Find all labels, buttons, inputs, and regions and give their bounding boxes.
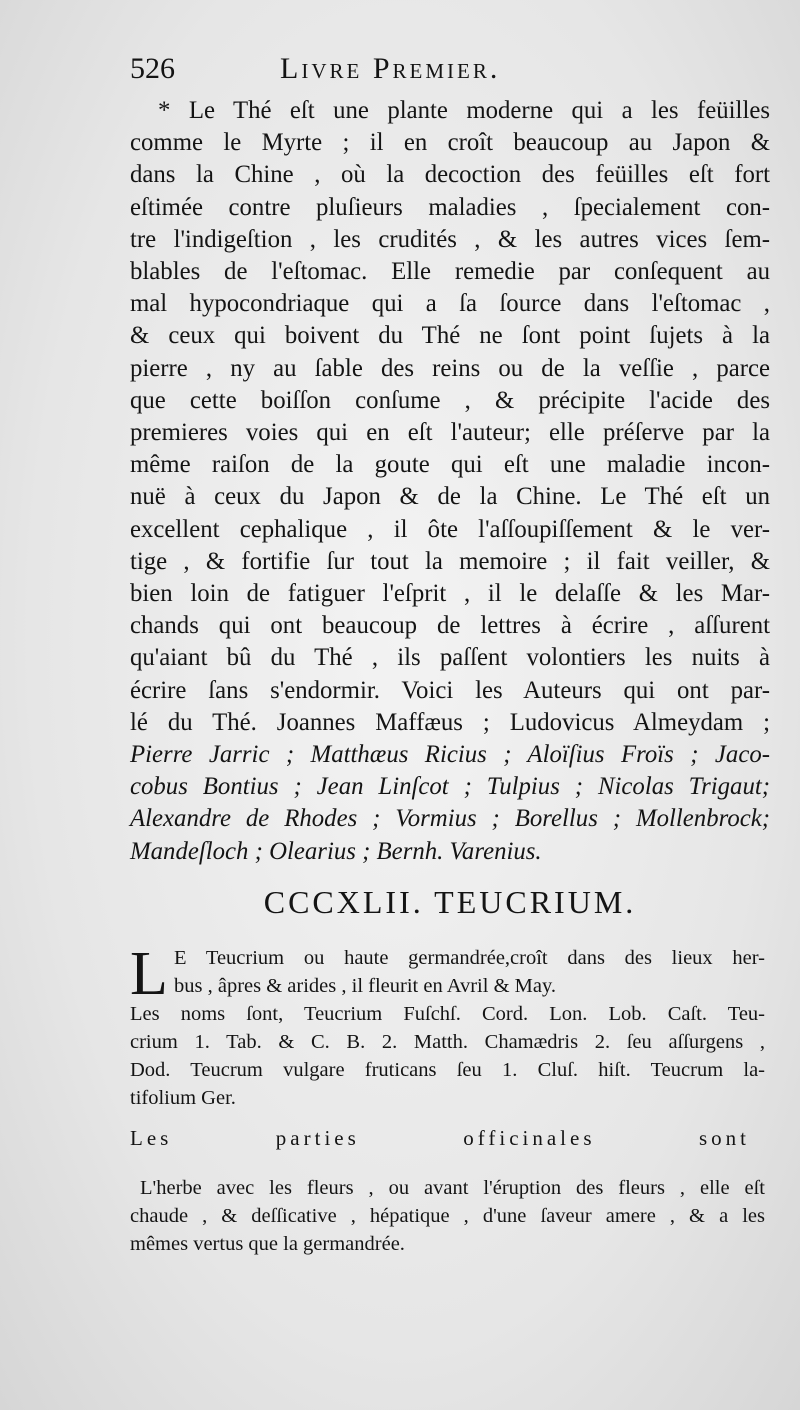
text-line: Les noms ſont, Teucrium Fuſchſ. Cord. Lon. Lob. Caſt. Teu- [130,1003,765,1025]
text-line: tifolium Ger. [130,1087,236,1109]
text-line: Dod. Teucrum vulgare fruticans ſeu 1. Cluſ. hiſt. Teucrum la- [130,1059,765,1081]
text-line: chands qui ont beaucoup de lettres à écrire , aſſurent [130,612,770,640]
page-header [130,52,760,96]
the-paragraph [130,95,770,868]
text-line: pierre , ny au ſable des reins ou de la veſſie , parce [130,354,770,382]
text-line: Alexandre de Rhodes ; Vormius ; Borellus ; Mollenbrock; [130,805,770,833]
text-line: L'herbe avec les fleurs , ou avant l'éruption des fleurs , elle eſt [140,1177,765,1199]
text-line: chaude , & deſſicative , hépatique , d'une ſaveur amere , & a les [130,1205,765,1227]
text-line: Mandeſloch ; Olearius ; Bernh. Varenius. [130,837,542,865]
text-line: comme le Myrte ; il en croît beaucoup au Japon & [130,129,770,157]
text-line: tre l'indigeſtion , les crudités , & les autres vices ſem- [130,225,770,253]
text-line: qu'aiant bû du Thé , ils paſſent volontiers les nuits à [130,644,770,672]
text-line: & ceux qui boivent du Thé ne ſont point ſujets à la [130,322,770,350]
parties-heading: Les parties officinales sont [130,1126,750,1150]
text-line: excellent cephalique , il ôte l'aſſoupiſſement & le ver- [130,515,770,543]
text-line: bien loin de fatiguer l'eſprit , il le delaſſe & les Mar- [130,580,770,608]
text-line: crium 1. Tab. & C. B. 2. Matth. Chamædris 2. ſeu aſſurgens , [130,1031,765,1053]
text-line: que cette boiſſon conſume , & précipite l'acide des [130,386,770,414]
herbe-paragraph [130,1174,765,1258]
text-line: tige , & fortifie ſur tout la memoire ; il fait veiller, & [130,547,770,575]
section-title: CCCXLII. TEUCRIUM. [263,884,637,920]
text-line: E Teucrium ou haute germandrée,croît dans des lieux her- [174,947,765,969]
text-line: bus , âpres & arides , il fleurit en Avril & May. [174,975,557,997]
text-line: lé du Thé. Joannes Maffæus ; Ludovicus Almeydam ; [130,708,770,736]
text-line: dans la Chine , où la decoction des feüilles eſt fort [130,161,770,189]
text-line: eſtimée contre pluſieurs maladies , ſpecialement con- [130,193,770,221]
teucrium-paragraph [130,940,765,1112]
text-line: mêmes vertus que la germandrée. [130,1233,405,1255]
text-line: écrire ſans s'endormir. Voici les Auteurs qui ont par- [130,676,770,704]
text-line: nuë à ceux du Japon & de la Chine. Le Thé eſt un [130,483,770,511]
text-line: premieres voies qui en eſt l'auteur; elle préſerve par la [130,419,770,447]
text-line: mal hypocondriaque qui a ſa ſource dans l'eſtomac , [130,290,770,318]
text-line: Pierre Jarric ; Matthæus Ricius ; Aloïſius Froïs ; Jaco- [130,741,770,769]
text-line: cobus Bontius ; Jean Linſcot ; Tulpius ; Nicolas Trigaut; [130,773,770,801]
running-title: Livre Premier. [280,52,501,85]
text-line: même raiſon de la goute qui eſt une maladie incon- [130,451,770,479]
text-line: blables de l'eſtomac. Elle remedie par conſequent au [130,258,770,286]
page-number: 526 [130,52,175,85]
text-line: * Le Thé eſt une plante moderne qui a les feüilles [158,97,770,124]
drop-cap: L [130,940,168,1008]
